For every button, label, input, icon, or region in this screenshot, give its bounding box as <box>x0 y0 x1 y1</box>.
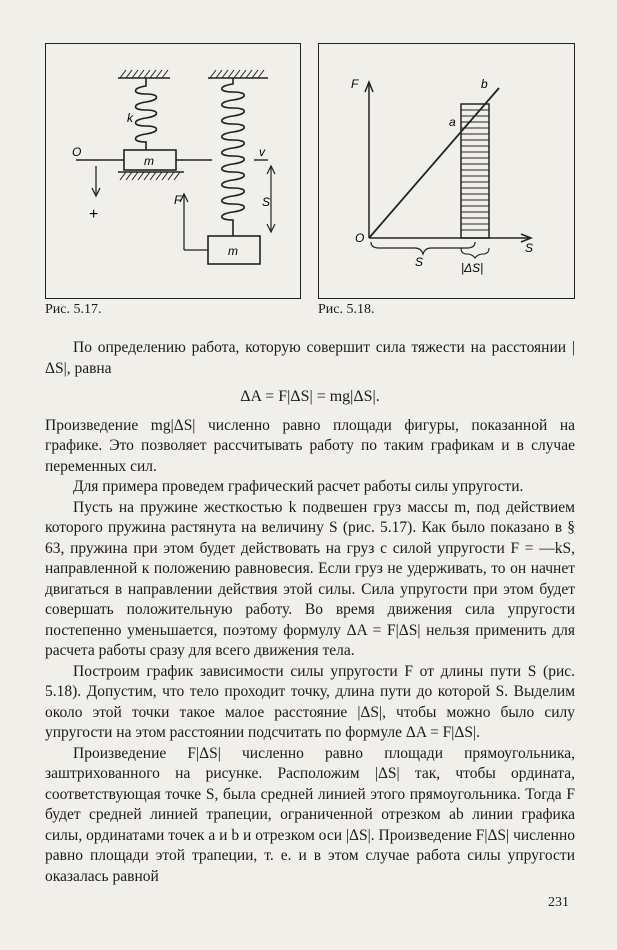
ceiling-left-hatch <box>120 70 168 78</box>
figure-spring <box>45 43 301 299</box>
ceiling-right-hatch <box>210 70 264 78</box>
spring-long <box>222 78 245 236</box>
label-s: S <box>262 195 271 209</box>
brace-delta-s <box>461 248 489 258</box>
brace-s <box>371 242 475 254</box>
label-s-brace: S <box>415 255 424 269</box>
paragraph-6: Произведение F|ΔS| численно равно площади прямоугольника, заштрихованного на рисунке. Расположим |ΔS| так, чтобы ордината, соответствующая точке S, была средней линией этого прямоугольника. Тогда F будет средней линией трапеции, ограниченной отрезком ab линии графика силы, ординатами точек a и b и отрезком оси |ΔS|. Произведение F|ΔS| численно равно площади этой трапеции, т. е. и в этом случае работа силы упругости оказалась равной <box>45 744 575 885</box>
figure-caption-1: Рис. 5.17. <box>45 302 102 317</box>
page-number: 231 <box>548 895 569 910</box>
figure-caption-2: Рис. 5.18. <box>318 302 375 317</box>
paragraph-2: Произведение mg|ΔS| численно равно площади фигуры, показанной на графике. Это позволяет рассчитывать работу по таким графикам и в случае переменных сил. <box>45 416 575 475</box>
label-s-axis: S <box>525 241 534 255</box>
label-o: O <box>355 231 365 245</box>
force-line <box>369 88 499 238</box>
label-v: v <box>259 145 265 159</box>
label-k: k <box>127 111 133 125</box>
figure-force-graph <box>318 43 575 299</box>
body-text <box>45 338 575 887</box>
spring-diagram <box>46 44 300 298</box>
label-o: O <box>72 145 82 159</box>
force-graph <box>319 44 574 298</box>
floor-hatch <box>120 172 180 180</box>
label-delta-s: |ΔS| <box>461 261 484 275</box>
spring-short <box>136 78 157 150</box>
label-f: F <box>174 193 182 207</box>
formula-work: ΔA = F|ΔS| = mg|ΔS|. <box>240 388 380 405</box>
label-a: a <box>449 115 456 129</box>
label-m1: m <box>144 154 154 168</box>
paragraph-3: Для примера проведем графический расчет работы силы упругости. <box>73 478 524 495</box>
paragraph-4: Пусть на пружине жесткостью k подвешен груз массы m, под действием которого пружина растянута на величину S (рис. 5.17). Как было показано в § 63, пружина при этом будет действовать на груз с силой упругости F = —kS, направленной к положению равновесия. Если груз не удерживать, то он начнет двигаться в направлении действия этой силы. Сила упругости при этом будет совершать положительную работу. Во время движения сила упругости постепенно уменьшается, поэтому формулу ΔA = F|ΔS| нельзя применить для расчета работы сразу для всего движения тела. <box>45 498 575 659</box>
label-plus: + <box>89 206 99 223</box>
label-m2: m <box>228 244 238 258</box>
paragraph-1: По определению работа, которую совершит сила тяжести на расстоянии |ΔS|, равна <box>45 339 575 377</box>
label-f-axis: F <box>351 77 359 91</box>
label-b: b <box>481 77 488 91</box>
paragraph-5: Построим график зависимости силы упругости F от длины пути S (рис. 5.18). Допустим, что тело проходит точку, длина пути до которой S. Выделим около этой точки такое малое расстояние |ΔS|, чтобы можно было силу упругости на этом расстоянии подсчитать по формуле ΔA = F|ΔS|. <box>45 662 575 741</box>
